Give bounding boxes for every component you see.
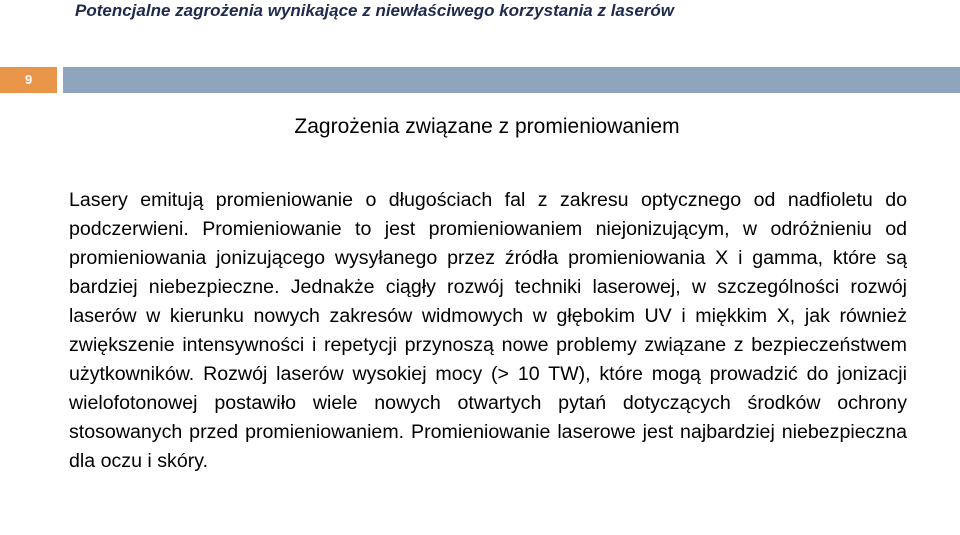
slide-number-badge: 9 bbox=[0, 67, 57, 93]
section-heading-container bbox=[0, 114, 960, 140]
header-bar bbox=[63, 67, 960, 93]
slide-title: Potencjalne zagrożenia wynikające z niewłaściwego korzystania z laserów bbox=[75, 1, 675, 20]
body-paragraph: Lasery emitują promieniowanie o długościach fal z zakresu optycznego od nadfioletu do podczerwieni. Promieniowanie to jest promieniowaniem niejonizującym, w odróżnieniu od promieniowania jonizującego wysyłanego przez źródła promieniowania X i gamma, które są bardziej niebezpieczne. Jednakże ciągły rozwój techniki laserowej, w szczególności rozwój laserów w kierunku nowych zakresów widmowych w głębokim UV i miękkim X, jak również zwiększenie intensywności i repetycji przynoszą nowe problemy związane z bezpieczeństwem użytkowników. Rozwój laserów wysokiej mocy (> 10 TW), które mogą prowadzić do jonizacji wielofotonowej postawiło wiele nowych otwartych pytań dotyczących środków ochrony stosowanych przed promieniowaniem. Promieniowanie laserowe jest najbardziej niebezpieczna dla oczu i skóry. bbox=[69, 189, 907, 472]
section-heading: Zagrożenia związane z promieniowaniem bbox=[294, 115, 680, 138]
